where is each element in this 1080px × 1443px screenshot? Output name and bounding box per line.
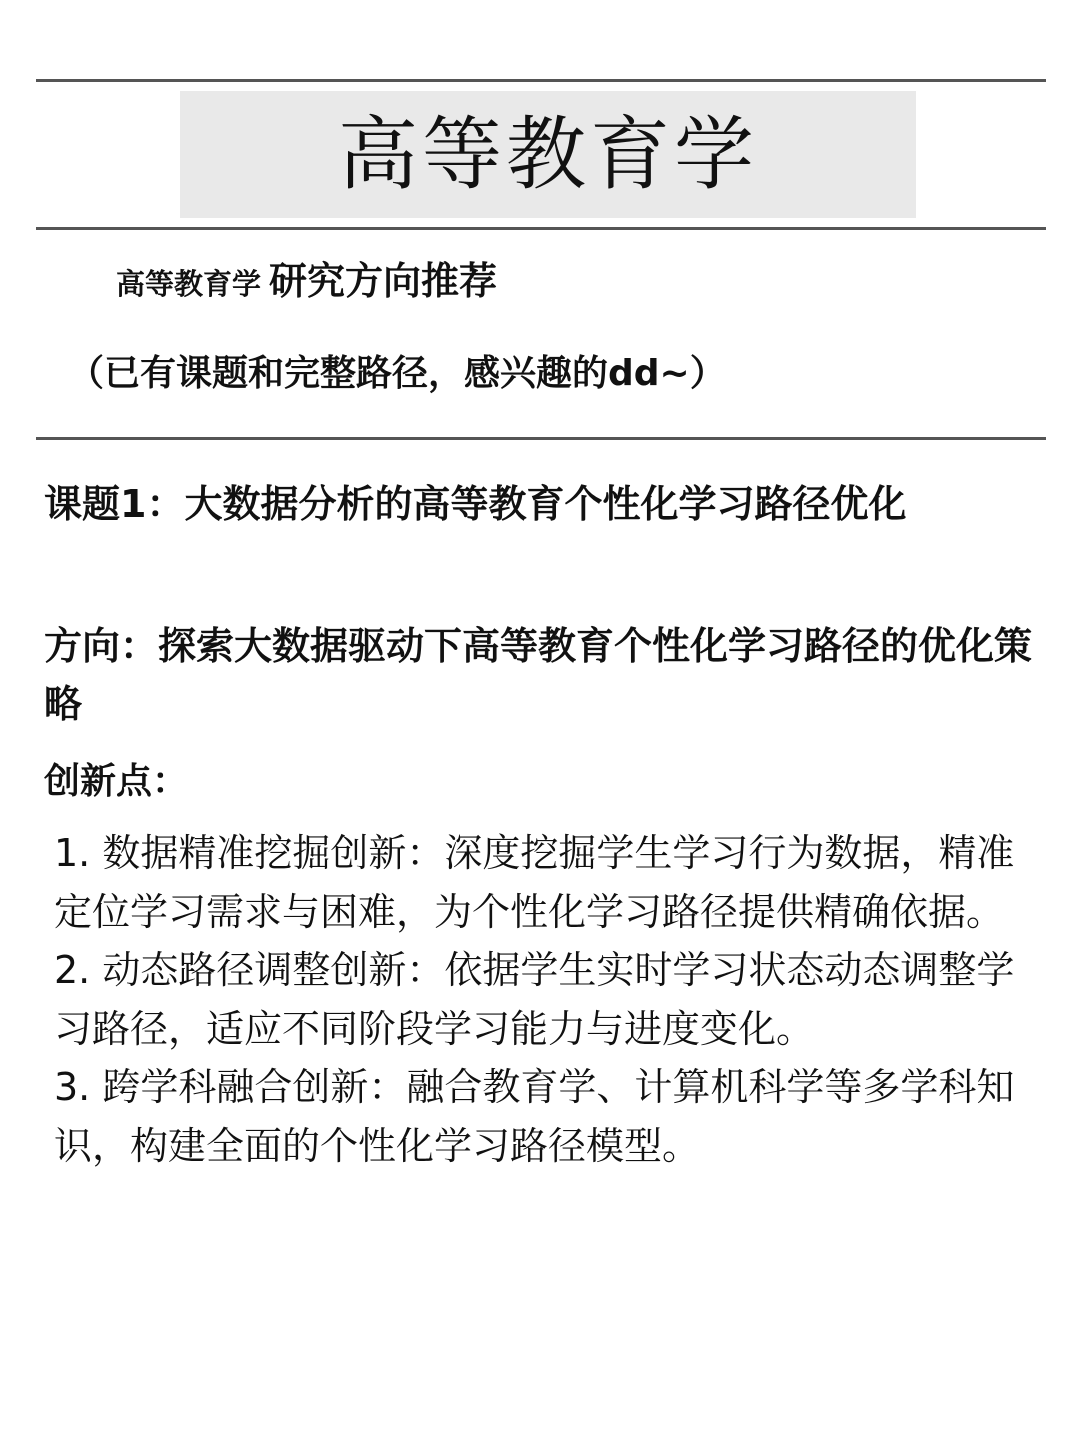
- subtitle-prefix: 高等教育学: [116, 267, 262, 301]
- topic-heading: 课题1：大数据分析的高等教育个性化学习路径优化: [44, 482, 907, 526]
- innovation-item-2: 2. 动态路径调整创新：依据学生实时学习状态动态调整学习路径，适应不同阶段学习能力与进度变化。: [54, 948, 1015, 1051]
- title-banner: [180, 91, 916, 218]
- top-divider: [36, 79, 1046, 82]
- innovation-item-3: 3. 跨学科融合创新：融合教育学、计算机科学等多学科知识，构建全面的个性化学习路径模型。: [54, 1065, 1015, 1168]
- subtitle: [116, 259, 498, 303]
- title-bottom-divider: [36, 227, 1046, 230]
- direction-text: 方向：探索大数据驱动下高等教育个性化学习路径的优化策略: [44, 624, 1033, 726]
- innovation-heading: 创新点：: [44, 761, 189, 802]
- innovation-item-1: 1. 数据精准挖掘创新：深度挖掘学生学习行为数据，精准定位学习需求与困难，为个性化学习路径提供精确依据。: [54, 831, 1015, 934]
- section-divider: [36, 437, 1046, 440]
- note-text: （已有课题和完整路径，感兴趣的dd~）: [68, 353, 726, 394]
- subtitle-main: 研究方向推荐: [269, 259, 498, 303]
- innovation-list: [54, 824, 1029, 1175]
- page-title: 高等教育学: [338, 107, 758, 201]
